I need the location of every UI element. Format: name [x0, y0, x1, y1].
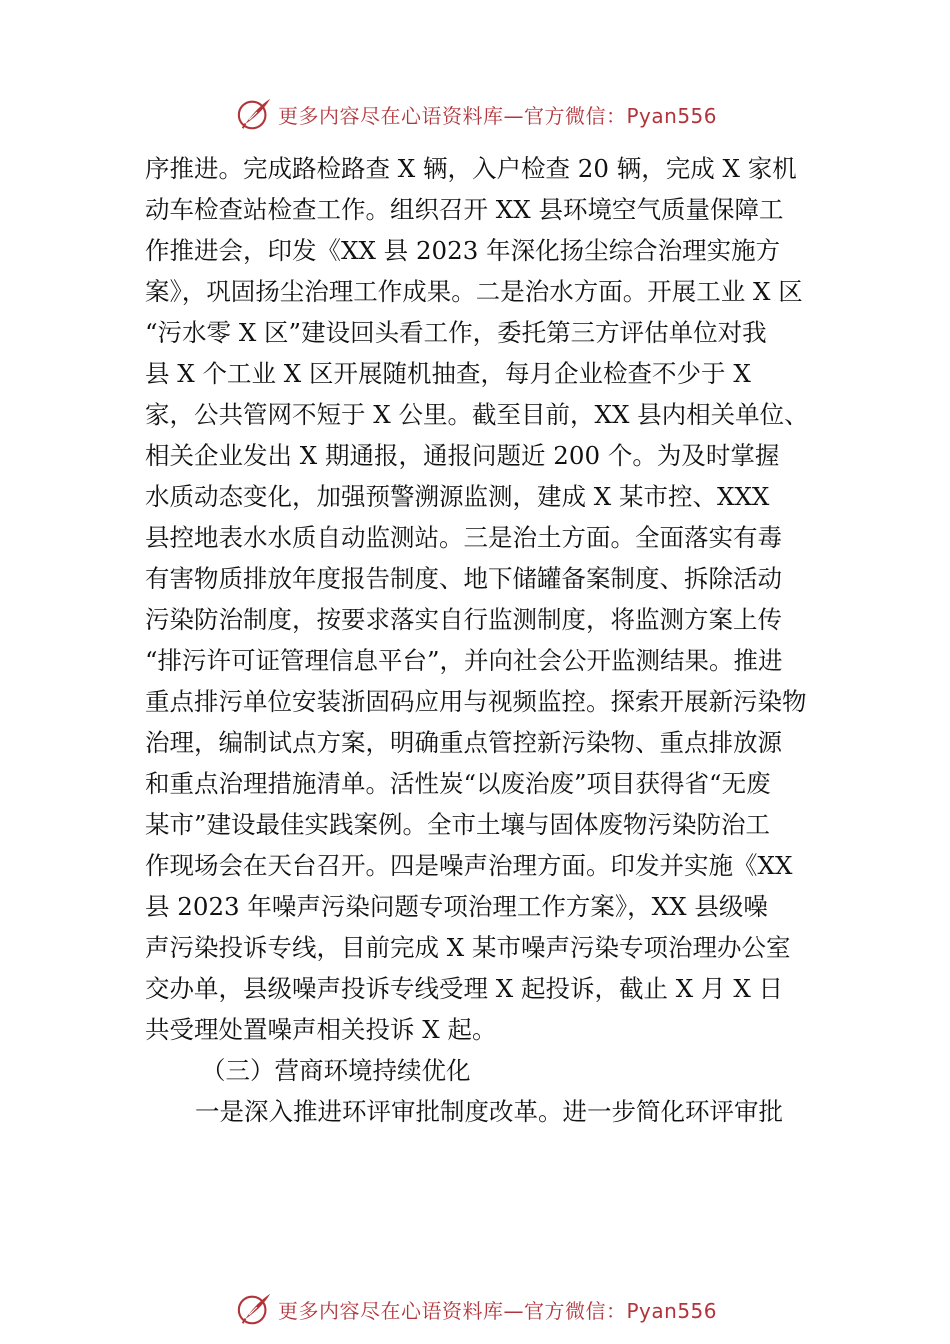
section-heading: （三）营商环境持续优化	[201, 1056, 471, 1085]
paragraph-line: 作推进会，印发《XX 县 2023 年深化扬尘综合治理实施方	[145, 236, 781, 265]
header-banner	[236, 94, 717, 134]
document-body	[145, 148, 810, 1132]
paragraph-line: 序推进。完成路检路查 X 辆，入户检查 20 辆，完成 X 家机	[145, 154, 797, 183]
paragraph-line: 家，公共管网不短于 X 公里。截至目前，XX 县内相关单位、	[145, 400, 809, 429]
paragraph-line: 声污染投诉专线，目前完成 X 某市噪声污染专项治理办公室	[145, 933, 791, 962]
paragraph-line: 案》，巩固扬尘治理工作成果。二是治水方面。开展工业 X 区	[145, 277, 803, 306]
paragraph-line: 一是深入推进环评审批制度改革。进一步简化环评审批	[195, 1097, 783, 1126]
paragraph-line: 相关企业发出 X 期通报，通报问题近 200 个。为及时掌握	[145, 441, 780, 470]
paragraph-line: 某市”建设最佳实践案例。全市土壤与固体废物污染防治工	[145, 810, 771, 839]
paragraph-line: 作现场会在天台召开。四是噪声治理方面。印发并实施《XX	[145, 851, 793, 880]
paragraph-line: 污染防治制度，按要求落实自行监测制度，将监测方案上传	[145, 605, 782, 634]
paragraph-line: 县控地表水水质自动监测站。三是治土方面。全面落实有毒	[145, 523, 782, 552]
paragraph-line: 县 X 个工业 X 区开展随机抽查，每月企业检查不少于 X	[145, 359, 751, 388]
paragraph-line: 交办单，县级噪声投诉专线受理 X 起投诉，截止 X 月 X 日	[145, 974, 784, 1003]
footer-banner-text: 更多内容尽在心语资料库—官方微信：Pyan556	[278, 1298, 718, 1323]
paragraph-line: 水质动态变化，加强预警溯源监测，建成 X 某市控、XXX	[145, 482, 770, 511]
paragraph-line: 动车检查站检查工作。组织召开 XX 县环境空气质量保障工	[145, 195, 784, 224]
quill-pen-icon	[236, 95, 274, 133]
footer-banner	[236, 1289, 717, 1329]
header-banner-text: 更多内容尽在心语资料库—官方微信：Pyan556	[278, 103, 718, 128]
paragraph-line: 和重点治理措施清单。活性炭“以废治废”项目获得省“无废	[145, 769, 771, 798]
paragraph-line: 有害物质排放年度报告制度、地下储罐备案制度、拆除活动	[145, 564, 782, 593]
paragraph-line: 重点排污单位安装浙固码应用与视频监控。探索开展新污染物	[145, 687, 807, 716]
paragraph-line: “排污许可证管理信息平台”，并向社会公开监测结果。推进	[145, 646, 783, 675]
paragraph-line: 治理，编制试点方案，明确重点管控新污染物、重点排放源	[145, 728, 782, 757]
paragraph-line: 县 2023 年噪声污染问题专项治理工作方案》，XX 县级噪	[145, 892, 768, 921]
paragraph-line: 共受理处置噪声相关投诉 X 起。	[145, 1015, 497, 1044]
quill-pen-icon	[236, 1290, 274, 1328]
paragraph-line: “污水零 X 区”建设回头看工作，委托第三方评估单位对我	[145, 318, 767, 347]
